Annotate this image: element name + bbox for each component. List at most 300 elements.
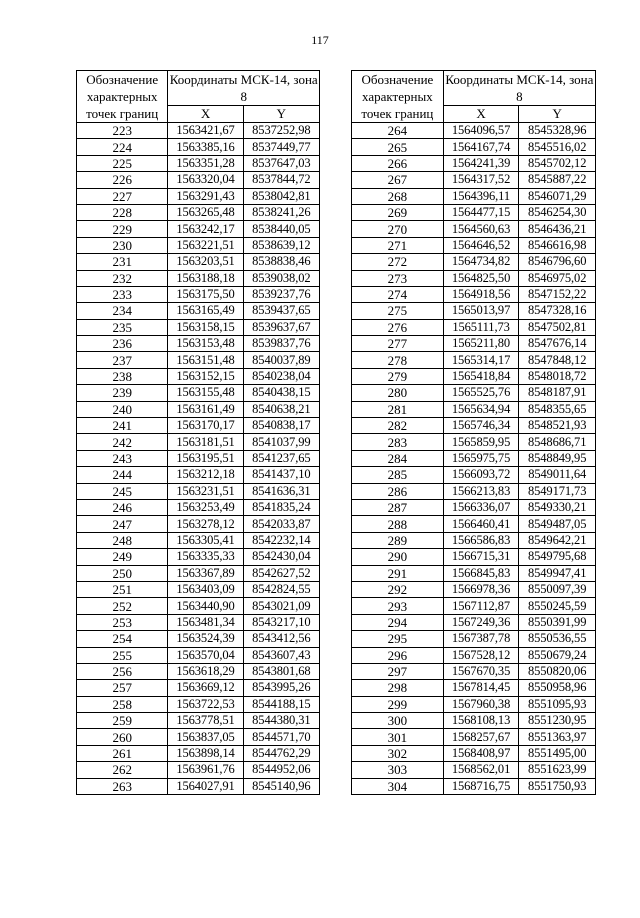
x-coordinate-cell: 1564027,91 xyxy=(168,778,243,794)
x-coordinate-cell: 1563242,17 xyxy=(168,221,243,237)
y-coordinate-cell: 8545328,96 xyxy=(519,123,596,139)
table-row xyxy=(352,499,596,515)
y-coordinate-cell: 8537449,77 xyxy=(243,139,319,155)
x-coordinate-cell: 1563195,51 xyxy=(168,450,243,466)
table-row xyxy=(77,204,320,220)
y-coordinate-cell: 8543801,68 xyxy=(243,663,319,679)
x-coordinate-cell: 1563898,14 xyxy=(168,745,243,761)
table-row xyxy=(77,663,320,679)
coordinates-table-left xyxy=(76,70,320,795)
x-coordinate-cell: 1563403,09 xyxy=(168,581,243,597)
point-number-cell: 237 xyxy=(77,352,168,368)
y-coordinate-cell: 8537844,72 xyxy=(243,172,319,188)
table-row xyxy=(352,598,596,614)
point-number-cell: 239 xyxy=(77,385,168,401)
x-coordinate-cell: 1566460,41 xyxy=(443,516,519,532)
table-row xyxy=(77,155,320,171)
y-coordinate-cell: 8538440,05 xyxy=(243,221,319,237)
table-row xyxy=(352,319,596,335)
point-number-cell: 223 xyxy=(77,123,168,139)
y-coordinate-cell: 8540638,21 xyxy=(243,401,319,417)
x-coordinate-cell: 1568408,97 xyxy=(443,745,519,761)
y-coordinate-cell: 8539237,76 xyxy=(243,286,319,302)
x-coordinate-cell: 1564825,50 xyxy=(443,270,519,286)
point-number-cell: 268 xyxy=(352,188,444,204)
x-coordinate-cell: 1563152,15 xyxy=(168,368,243,384)
y-coordinate-cell: 8546975,02 xyxy=(519,270,596,286)
x-coordinate-cell: 1566586,83 xyxy=(443,532,519,548)
table-row xyxy=(77,598,320,614)
point-number-cell: 227 xyxy=(77,188,168,204)
table-row xyxy=(352,418,596,434)
table-row xyxy=(352,123,596,139)
y-coordinate-cell: 8540238,04 xyxy=(243,368,319,384)
point-number-cell: 245 xyxy=(77,483,168,499)
x-coordinate-cell: 1563221,51 xyxy=(168,237,243,253)
x-coordinate-cell: 1564646,52 xyxy=(443,237,519,253)
point-number-cell: 228 xyxy=(77,204,168,220)
point-number-cell: 231 xyxy=(77,254,168,270)
x-coordinate-cell: 1563151,48 xyxy=(168,352,243,368)
y-coordinate-cell: 8549487,05 xyxy=(519,516,596,532)
y-coordinate-cell: 8549642,21 xyxy=(519,532,596,548)
point-number-cell: 264 xyxy=(352,123,444,139)
x-coordinate-cell: 1568716,75 xyxy=(443,778,519,794)
point-number-cell: 233 xyxy=(77,286,168,302)
point-number-cell: 248 xyxy=(77,532,168,548)
y-coordinate-cell: 8543607,43 xyxy=(243,647,319,663)
y-coordinate-cell: 8551623,99 xyxy=(519,762,596,778)
table-row xyxy=(352,680,596,696)
y-coordinate-cell: 8551495,00 xyxy=(519,745,596,761)
x-coordinate-cell: 1563212,18 xyxy=(168,467,243,483)
y-coordinate-cell: 8546616,98 xyxy=(519,237,596,253)
coordinates-table-right xyxy=(351,70,596,795)
x-coordinate-cell: 1563188,18 xyxy=(168,270,243,286)
y-coordinate-cell: 8547152,22 xyxy=(519,286,596,302)
header-x-label: X xyxy=(168,106,243,123)
table-row xyxy=(352,188,596,204)
x-coordinate-cell: 1563161,49 xyxy=(168,401,243,417)
table-row xyxy=(352,450,596,466)
point-number-cell: 269 xyxy=(352,204,444,220)
header-coords-label: Координаты МСК-14, зона 8 xyxy=(443,71,595,106)
point-number-cell: 261 xyxy=(77,745,168,761)
x-coordinate-cell: 1567670,35 xyxy=(443,663,519,679)
table-row xyxy=(352,401,596,417)
y-coordinate-cell: 8550958,96 xyxy=(519,680,596,696)
y-coordinate-cell: 8537252,98 xyxy=(243,123,319,139)
point-number-cell: 225 xyxy=(77,155,168,171)
point-number-cell: 280 xyxy=(352,385,444,401)
y-coordinate-cell: 8547502,81 xyxy=(519,319,596,335)
table-row xyxy=(352,352,596,368)
y-coordinate-cell: 8551230,95 xyxy=(519,713,596,729)
y-coordinate-cell: 8546071,29 xyxy=(519,188,596,204)
x-coordinate-cell: 1563385,16 xyxy=(168,139,243,155)
x-coordinate-cell: 1566336,07 xyxy=(443,499,519,515)
x-coordinate-cell: 1563155,48 xyxy=(168,385,243,401)
point-number-cell: 274 xyxy=(352,286,444,302)
x-coordinate-cell: 1563305,41 xyxy=(168,532,243,548)
header-y-label: Y xyxy=(519,106,596,123)
table-row xyxy=(352,778,596,794)
y-coordinate-cell: 8550391,99 xyxy=(519,614,596,630)
point-number-cell: 276 xyxy=(352,319,444,335)
table-row xyxy=(352,729,596,745)
point-number-cell: 266 xyxy=(352,155,444,171)
x-coordinate-cell: 1567387,78 xyxy=(443,631,519,647)
y-coordinate-cell: 8550820,06 xyxy=(519,663,596,679)
point-number-cell: 246 xyxy=(77,499,168,515)
table-row xyxy=(77,713,320,729)
y-coordinate-cell: 8550679,24 xyxy=(519,647,596,663)
y-coordinate-cell: 8550097,39 xyxy=(519,581,596,597)
table-row xyxy=(77,123,320,139)
y-coordinate-cell: 8544188,15 xyxy=(243,696,319,712)
header-x-label: X xyxy=(443,106,519,123)
y-coordinate-cell: 8550245,59 xyxy=(519,598,596,614)
point-number-cell: 236 xyxy=(77,336,168,352)
x-coordinate-cell: 1563170,17 xyxy=(168,418,243,434)
x-coordinate-cell: 1566845,83 xyxy=(443,565,519,581)
x-coordinate-cell: 1564918,56 xyxy=(443,286,519,302)
table-row xyxy=(352,565,596,581)
y-coordinate-cell: 8539038,02 xyxy=(243,270,319,286)
table-body-right xyxy=(352,123,596,795)
point-number-cell: 286 xyxy=(352,483,444,499)
y-coordinate-cell: 8539637,67 xyxy=(243,319,319,335)
table-body-left xyxy=(77,123,320,795)
point-number-cell: 290 xyxy=(352,549,444,565)
table-row xyxy=(77,499,320,515)
x-coordinate-cell: 1563231,51 xyxy=(168,483,243,499)
point-number-cell: 226 xyxy=(77,172,168,188)
table-row xyxy=(352,221,596,237)
x-coordinate-cell: 1564560,63 xyxy=(443,221,519,237)
y-coordinate-cell: 8540838,17 xyxy=(243,418,319,434)
y-coordinate-cell: 8541037,99 xyxy=(243,434,319,450)
x-coordinate-cell: 1563570,04 xyxy=(168,647,243,663)
y-coordinate-cell: 8542627,52 xyxy=(243,565,319,581)
table-row xyxy=(77,762,320,778)
table-row xyxy=(77,549,320,565)
table-row xyxy=(352,713,596,729)
point-number-cell: 285 xyxy=(352,467,444,483)
y-coordinate-cell: 8548018,72 xyxy=(519,368,596,384)
table-row xyxy=(77,221,320,237)
table-row xyxy=(77,745,320,761)
y-coordinate-cell: 8543217,10 xyxy=(243,614,319,630)
table-row xyxy=(77,581,320,597)
table-row xyxy=(352,549,596,565)
point-number-cell: 295 xyxy=(352,631,444,647)
table-row xyxy=(352,204,596,220)
table-row xyxy=(352,303,596,319)
header-y-label: Y xyxy=(243,106,319,123)
x-coordinate-cell: 1563351,28 xyxy=(168,155,243,171)
y-coordinate-cell: 8543021,09 xyxy=(243,598,319,614)
y-coordinate-cell: 8551363,97 xyxy=(519,729,596,745)
x-coordinate-cell: 1565859,95 xyxy=(443,434,519,450)
y-coordinate-cell: 8542033,87 xyxy=(243,516,319,532)
x-coordinate-cell: 1563165,49 xyxy=(168,303,243,319)
y-coordinate-cell: 8544380,31 xyxy=(243,713,319,729)
table-row xyxy=(77,139,320,155)
x-coordinate-cell: 1567814,45 xyxy=(443,680,519,696)
table-row xyxy=(352,581,596,597)
table-row xyxy=(77,631,320,647)
point-number-cell: 263 xyxy=(77,778,168,794)
table-row xyxy=(352,631,596,647)
table-row xyxy=(352,532,596,548)
table-row xyxy=(77,237,320,253)
point-number-cell: 242 xyxy=(77,434,168,450)
table-row xyxy=(77,516,320,532)
point-number-cell: 253 xyxy=(77,614,168,630)
point-number-cell: 279 xyxy=(352,368,444,384)
y-coordinate-cell: 8542824,55 xyxy=(243,581,319,597)
y-coordinate-cell: 8547328,16 xyxy=(519,303,596,319)
x-coordinate-cell: 1564317,52 xyxy=(443,172,519,188)
table-row xyxy=(352,516,596,532)
y-coordinate-cell: 8541437,10 xyxy=(243,467,319,483)
x-coordinate-cell: 1565525,76 xyxy=(443,385,519,401)
y-coordinate-cell: 8547676,14 xyxy=(519,336,596,352)
point-number-cell: 302 xyxy=(352,745,444,761)
table-row xyxy=(77,647,320,663)
table-row xyxy=(77,270,320,286)
table-row xyxy=(352,696,596,712)
table-row xyxy=(77,368,320,384)
table-row xyxy=(352,286,596,302)
x-coordinate-cell: 1563524,39 xyxy=(168,631,243,647)
point-number-cell: 297 xyxy=(352,663,444,679)
table-row xyxy=(77,434,320,450)
point-number-cell: 259 xyxy=(77,713,168,729)
point-number-cell: 265 xyxy=(352,139,444,155)
point-number-cell: 238 xyxy=(77,368,168,384)
y-coordinate-cell: 8538838,46 xyxy=(243,254,319,270)
x-coordinate-cell: 1565975,75 xyxy=(443,450,519,466)
y-coordinate-cell: 8548187,91 xyxy=(519,385,596,401)
header-point-label: Обозначение характерных точек границ xyxy=(77,71,168,123)
x-coordinate-cell: 1563440,90 xyxy=(168,598,243,614)
point-number-cell: 258 xyxy=(77,696,168,712)
y-coordinate-cell: 8548355,65 xyxy=(519,401,596,417)
y-coordinate-cell: 8539437,65 xyxy=(243,303,319,319)
point-number-cell: 281 xyxy=(352,401,444,417)
x-coordinate-cell: 1563722,53 xyxy=(168,696,243,712)
table-row xyxy=(77,188,320,204)
x-coordinate-cell: 1563253,49 xyxy=(168,499,243,515)
y-coordinate-cell: 8544571,70 xyxy=(243,729,319,745)
point-number-cell: 291 xyxy=(352,565,444,581)
table-row xyxy=(352,368,596,384)
y-coordinate-cell: 8549795,68 xyxy=(519,549,596,565)
table-row xyxy=(77,565,320,581)
table-row xyxy=(352,647,596,663)
table-row xyxy=(352,139,596,155)
x-coordinate-cell: 1564477,15 xyxy=(443,204,519,220)
x-coordinate-cell: 1567249,36 xyxy=(443,614,519,630)
table-row xyxy=(77,467,320,483)
table-row xyxy=(352,483,596,499)
x-coordinate-cell: 1563618,29 xyxy=(168,663,243,679)
point-number-cell: 300 xyxy=(352,713,444,729)
point-number-cell: 260 xyxy=(77,729,168,745)
y-coordinate-cell: 8537647,03 xyxy=(243,155,319,171)
y-coordinate-cell: 8546436,21 xyxy=(519,221,596,237)
x-coordinate-cell: 1566978,36 xyxy=(443,581,519,597)
point-number-cell: 234 xyxy=(77,303,168,319)
x-coordinate-cell: 1564241,39 xyxy=(443,155,519,171)
point-number-cell: 250 xyxy=(77,565,168,581)
x-coordinate-cell: 1565634,94 xyxy=(443,401,519,417)
table-row xyxy=(352,663,596,679)
point-number-cell: 240 xyxy=(77,401,168,417)
table-row xyxy=(352,237,596,253)
table-row xyxy=(352,614,596,630)
table-row xyxy=(77,352,320,368)
page-number: 117 xyxy=(311,33,329,47)
y-coordinate-cell: 8549330,21 xyxy=(519,499,596,515)
x-coordinate-cell: 1566715,31 xyxy=(443,549,519,565)
y-coordinate-cell: 8546254,30 xyxy=(519,204,596,220)
x-coordinate-cell: 1568562,01 xyxy=(443,762,519,778)
x-coordinate-cell: 1565111,73 xyxy=(443,319,519,335)
point-number-cell: 282 xyxy=(352,418,444,434)
x-coordinate-cell: 1563778,51 xyxy=(168,713,243,729)
point-number-cell: 284 xyxy=(352,450,444,466)
point-number-cell: 296 xyxy=(352,647,444,663)
table-row xyxy=(77,303,320,319)
y-coordinate-cell: 8551095,93 xyxy=(519,696,596,712)
x-coordinate-cell: 1565211,80 xyxy=(443,336,519,352)
x-coordinate-cell: 1565746,34 xyxy=(443,418,519,434)
y-coordinate-cell: 8538042,81 xyxy=(243,188,319,204)
table-row xyxy=(77,680,320,696)
y-coordinate-cell: 8538241,26 xyxy=(243,204,319,220)
table-row xyxy=(77,286,320,302)
y-coordinate-cell: 8540037,89 xyxy=(243,352,319,368)
point-number-cell: 283 xyxy=(352,434,444,450)
y-coordinate-cell: 8545702,12 xyxy=(519,155,596,171)
point-number-cell: 229 xyxy=(77,221,168,237)
y-coordinate-cell: 8540438,15 xyxy=(243,385,319,401)
y-coordinate-cell: 8548849,95 xyxy=(519,450,596,466)
table-row xyxy=(77,319,320,335)
y-coordinate-cell: 8551750,93 xyxy=(519,778,596,794)
y-coordinate-cell: 8543412,56 xyxy=(243,631,319,647)
y-coordinate-cell: 8542430,04 xyxy=(243,549,319,565)
y-coordinate-cell: 8544762,29 xyxy=(243,745,319,761)
y-coordinate-cell: 8541835,24 xyxy=(243,499,319,515)
point-number-cell: 288 xyxy=(352,516,444,532)
point-number-cell: 298 xyxy=(352,680,444,696)
x-coordinate-cell: 1563153,48 xyxy=(168,336,243,352)
point-number-cell: 275 xyxy=(352,303,444,319)
y-coordinate-cell: 8539837,76 xyxy=(243,336,319,352)
x-coordinate-cell: 1563265,48 xyxy=(168,204,243,220)
y-coordinate-cell: 8548686,71 xyxy=(519,434,596,450)
x-coordinate-cell: 1563320,04 xyxy=(168,172,243,188)
table-row xyxy=(352,270,596,286)
table-row xyxy=(77,614,320,630)
table-row xyxy=(352,434,596,450)
table-row xyxy=(77,729,320,745)
table-row xyxy=(352,172,596,188)
x-coordinate-cell: 1568108,13 xyxy=(443,713,519,729)
point-number-cell: 272 xyxy=(352,254,444,270)
point-number-cell: 230 xyxy=(77,237,168,253)
point-number-cell: 304 xyxy=(352,778,444,794)
x-coordinate-cell: 1564167,74 xyxy=(443,139,519,155)
y-coordinate-cell: 8542232,14 xyxy=(243,532,319,548)
table-row xyxy=(352,385,596,401)
x-coordinate-cell: 1567960,38 xyxy=(443,696,519,712)
table-row xyxy=(77,483,320,499)
table-row xyxy=(352,762,596,778)
point-number-cell: 224 xyxy=(77,139,168,155)
x-coordinate-cell: 1564734,82 xyxy=(443,254,519,270)
x-coordinate-cell: 1563335,33 xyxy=(168,549,243,565)
point-number-cell: 256 xyxy=(77,663,168,679)
y-coordinate-cell: 8545516,02 xyxy=(519,139,596,155)
point-number-cell: 301 xyxy=(352,729,444,745)
x-coordinate-cell: 1563961,76 xyxy=(168,762,243,778)
x-coordinate-cell: 1568257,67 xyxy=(443,729,519,745)
header-point-label: Обозначение характерных точек границ xyxy=(352,71,444,123)
table-row xyxy=(77,450,320,466)
table-row xyxy=(77,696,320,712)
point-number-cell: 257 xyxy=(77,680,168,696)
point-number-cell: 273 xyxy=(352,270,444,286)
point-number-cell: 232 xyxy=(77,270,168,286)
x-coordinate-cell: 1563421,67 xyxy=(168,123,243,139)
y-coordinate-cell: 8545140,96 xyxy=(243,778,319,794)
y-coordinate-cell: 8546796,60 xyxy=(519,254,596,270)
x-coordinate-cell: 1563481,34 xyxy=(168,614,243,630)
table-row xyxy=(77,254,320,270)
table-row xyxy=(77,385,320,401)
point-number-cell: 255 xyxy=(77,647,168,663)
point-number-cell: 244 xyxy=(77,467,168,483)
x-coordinate-cell: 1565013,97 xyxy=(443,303,519,319)
y-coordinate-cell: 8545887,22 xyxy=(519,172,596,188)
point-number-cell: 252 xyxy=(77,598,168,614)
table-row xyxy=(77,172,320,188)
y-coordinate-cell: 8543995,26 xyxy=(243,680,319,696)
table-row xyxy=(77,336,320,352)
x-coordinate-cell: 1567112,87 xyxy=(443,598,519,614)
y-coordinate-cell: 8541237,65 xyxy=(243,450,319,466)
x-coordinate-cell: 1563367,89 xyxy=(168,565,243,581)
y-coordinate-cell: 8548521,93 xyxy=(519,418,596,434)
point-number-cell: 303 xyxy=(352,762,444,778)
y-coordinate-cell: 8541636,31 xyxy=(243,483,319,499)
point-number-cell: 293 xyxy=(352,598,444,614)
x-coordinate-cell: 1563181,51 xyxy=(168,434,243,450)
y-coordinate-cell: 8549011,64 xyxy=(519,467,596,483)
x-coordinate-cell: 1563837,05 xyxy=(168,729,243,745)
point-number-cell: 271 xyxy=(352,237,444,253)
table-row xyxy=(77,418,320,434)
x-coordinate-cell: 1563669,12 xyxy=(168,680,243,696)
table-row xyxy=(77,532,320,548)
table-row xyxy=(352,336,596,352)
x-coordinate-cell: 1566213,83 xyxy=(443,483,519,499)
